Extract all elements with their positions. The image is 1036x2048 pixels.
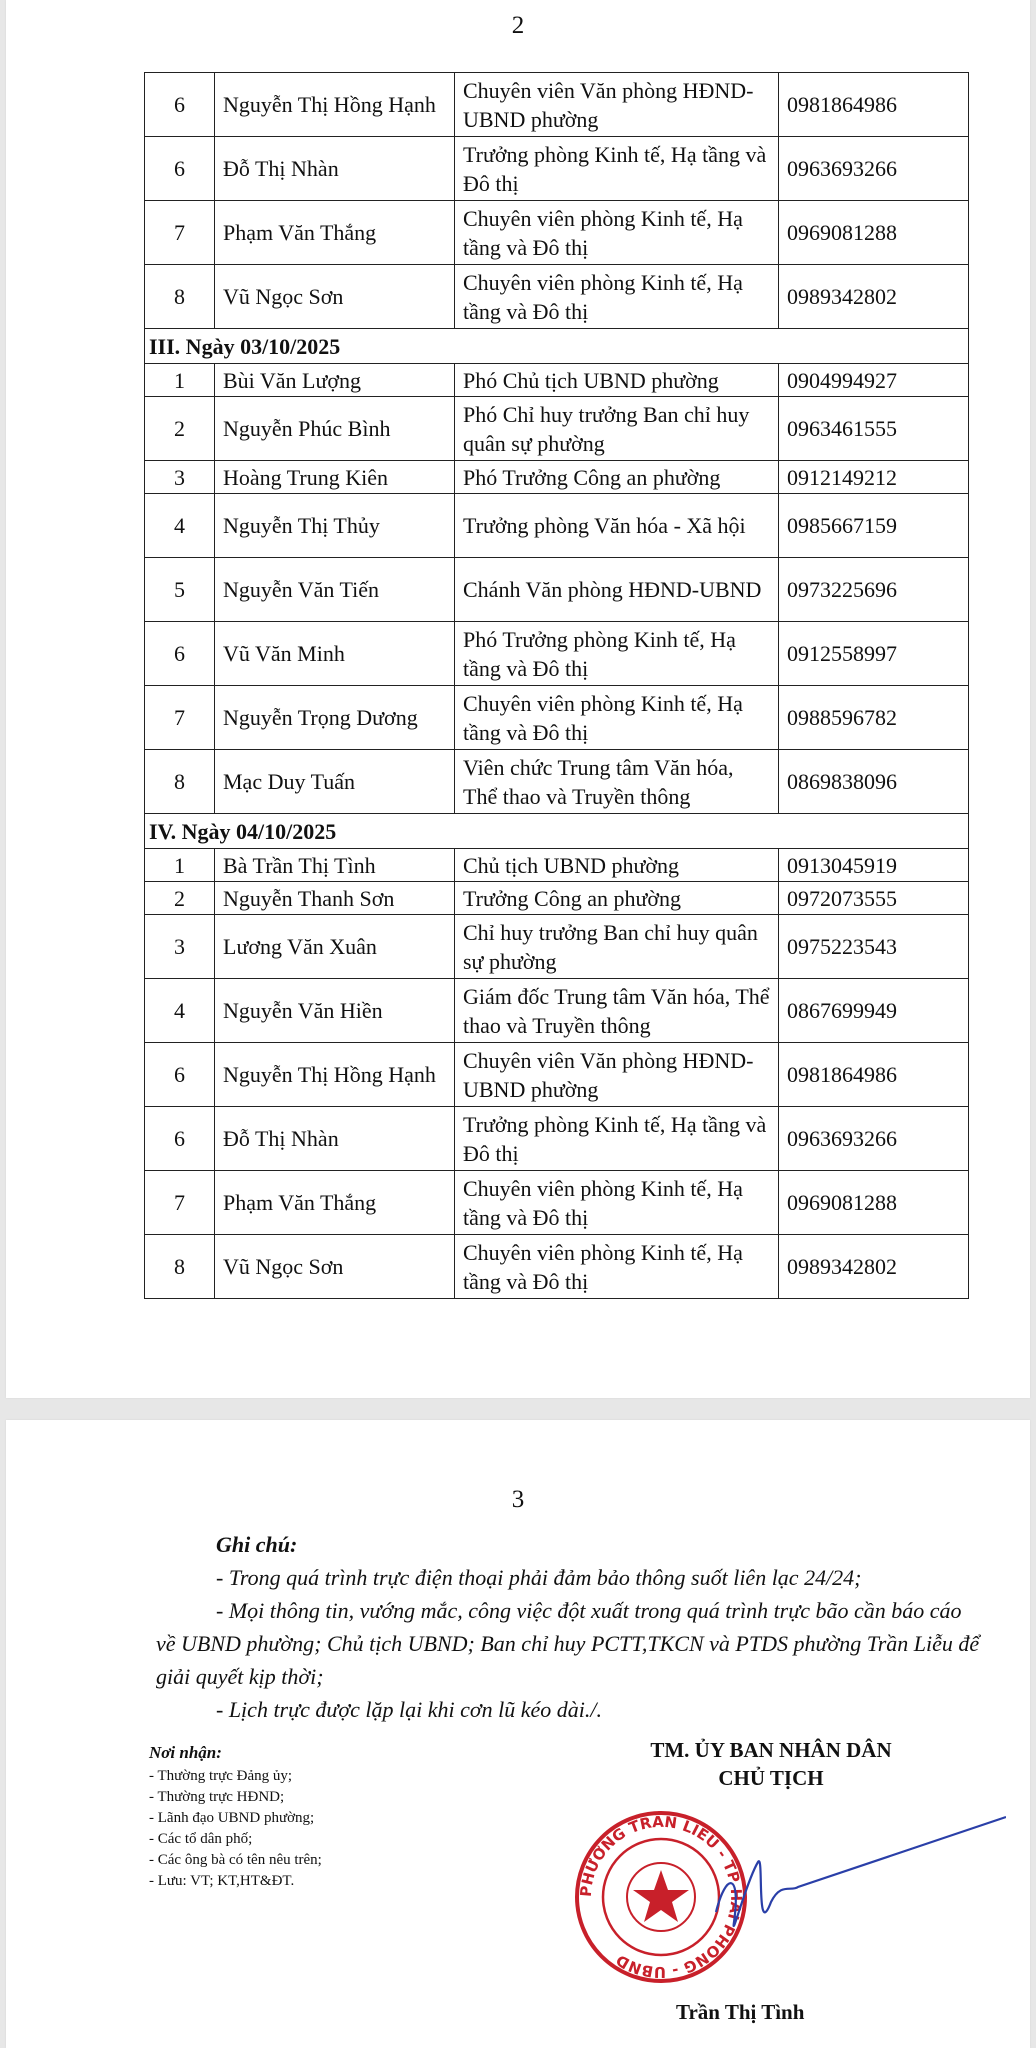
- stt-cell: 7: [145, 686, 215, 750]
- position-cell: Phó Trưởng phòng Kinh tế, Hạ tầng và Đô thị: [455, 622, 779, 686]
- phone-cell: 0969081288: [779, 201, 969, 265]
- name-cell: Nguyễn Văn Hiền: [215, 979, 455, 1043]
- phone-cell: 0985667159: [779, 494, 969, 558]
- recipient-item: - Các ông bà có tên nêu trên;: [149, 1852, 322, 1868]
- name-cell: Nguyễn Trọng Dương: [215, 686, 455, 750]
- phone-cell: 0973225696: [779, 558, 969, 622]
- name-cell: Phạm Văn Thắng: [215, 1171, 455, 1235]
- position-cell: Chánh Văn phòng HĐND-UBND: [455, 558, 779, 622]
- stt-cell: 4: [145, 494, 215, 558]
- name-cell: Nguyễn Thị Hồng Hạnh: [215, 1043, 455, 1107]
- table-row: [145, 1107, 969, 1171]
- section-label: III. Ngày 03/10/2025: [145, 329, 969, 364]
- table-row: [145, 750, 969, 814]
- table-row: [145, 1043, 969, 1107]
- signer-name: Trần Thị Tình: [676, 2000, 805, 2024]
- name-cell: Nguyễn Thị Thủy: [215, 494, 455, 558]
- table-row: [145, 622, 969, 686]
- name-cell: Phạm Văn Thắng: [215, 201, 455, 265]
- name-cell: Bà Trần Thị Tình: [215, 849, 455, 882]
- position-cell: Chuyên viên phòng Kinh tế, Hạ tầng và Đô thị: [455, 1235, 779, 1299]
- name-cell: Nguyễn Văn Tiến: [215, 558, 455, 622]
- position-cell: Chủ tịch UBND phường: [455, 849, 779, 882]
- stt-cell: 6: [145, 1043, 215, 1107]
- page-number: 3: [511, 1486, 525, 1513]
- stt-cell: 6: [145, 137, 215, 201]
- name-cell: Nguyễn Thị Hồng Hạnh: [215, 73, 455, 137]
- note-line: - Trong quá trình trực điện thoại phải đảm bảo thông suốt liên lạc 24/24;: [216, 1565, 862, 1590]
- phone-cell: 0867699949: [779, 979, 969, 1043]
- phone-cell: 0981864986: [779, 73, 969, 137]
- signature-title: CHỦ TỊCH: [718, 1766, 824, 1790]
- signature-block: [606, 1736, 936, 1792]
- position-cell: Viên chức Trung tâm Văn hóa, Thể thao và Truyền thông: [455, 750, 779, 814]
- name-cell: Nguyễn Phúc Bình: [215, 397, 455, 461]
- table-row: [145, 201, 969, 265]
- name-cell: Lương Văn Xuân: [215, 915, 455, 979]
- table-row: [145, 1171, 969, 1235]
- stt-cell: 3: [145, 915, 215, 979]
- table-row: [145, 979, 969, 1043]
- document-page-3: [6, 1420, 1030, 2048]
- recipient-item: - Lãnh đạo UBND phường;: [149, 1810, 315, 1826]
- position-cell: Trưởng phòng Văn hóa - Xã hội: [455, 494, 779, 558]
- recipient-item: - Thường trực Đảng ủy;: [149, 1768, 293, 1784]
- stt-cell: 3: [145, 461, 215, 494]
- phone-cell: 0912149212: [779, 461, 969, 494]
- phone-cell: 0989342802: [779, 265, 969, 329]
- position-cell: Chuyên viên phòng Kinh tế, Hạ tầng và Đô thị: [455, 686, 779, 750]
- phone-cell: 0988596782: [779, 686, 969, 750]
- name-cell: Đỗ Thị Nhàn: [215, 137, 455, 201]
- phone-cell: 0912558997: [779, 622, 969, 686]
- position-cell: Chuyên viên phòng Kinh tế, Hạ tầng và Đô thị: [455, 201, 779, 265]
- phone-cell: 0989342802: [779, 1235, 969, 1299]
- position-cell: Phó Trưởng Công an phường: [455, 461, 779, 494]
- position-cell: Phó Chủ tịch UBND phường: [455, 364, 779, 397]
- notes-heading: Ghi chú:: [216, 1532, 298, 1557]
- official-seal-and-signature: [566, 1802, 1006, 1992]
- recipients-section: [149, 1740, 322, 1892]
- table-row: [145, 494, 969, 558]
- phone-cell: 0963693266: [779, 1107, 969, 1171]
- name-cell: Nguyễn Thanh Sơn: [215, 882, 455, 915]
- position-cell: Trưởng phòng Kinh tế, Hạ tầng và Đô thị: [455, 1107, 779, 1171]
- handwritten-signature: [716, 1817, 1006, 1926]
- signature-org-line: TM. ỦY BAN NHÂN DÂN: [650, 1738, 892, 1762]
- name-cell: Đỗ Thị Nhàn: [215, 1107, 455, 1171]
- table-row: [145, 1235, 969, 1299]
- note-line: - Lịch trực được lặp lại khi cơn lũ kéo dài./.: [216, 1697, 602, 1722]
- seal-text: PHƯỜNG TRẦN LIỄU - TP HẢI PHÒNG - UBND: [576, 1812, 746, 1982]
- stt-cell: 2: [145, 397, 215, 461]
- section-header-row: [145, 814, 969, 849]
- table-row: [145, 364, 969, 397]
- stt-cell: 1: [145, 849, 215, 882]
- name-cell: Hoàng Trung Kiên: [215, 461, 455, 494]
- phone-cell: 0981864986: [779, 1043, 969, 1107]
- notes-section: [156, 1528, 986, 1726]
- phone-cell: 0963693266: [779, 137, 969, 201]
- position-cell: Chỉ huy trưởng Ban chỉ huy quân sự phường: [455, 915, 779, 979]
- recipient-item: - Các tổ dân phố;: [149, 1831, 253, 1847]
- table-row: [145, 849, 969, 882]
- position-cell: Phó Chỉ huy trưởng Ban chỉ huy quân sự phường: [455, 397, 779, 461]
- stt-cell: 6: [145, 622, 215, 686]
- table-row: [145, 882, 969, 915]
- stt-cell: 7: [145, 1171, 215, 1235]
- stt-cell: 2: [145, 882, 215, 915]
- section-label: IV. Ngày 04/10/2025: [145, 814, 969, 849]
- recipient-item: - Thường trực HĐND;: [149, 1789, 285, 1805]
- name-cell: Bùi Văn Lượng: [215, 364, 455, 397]
- document-page-2: [6, 0, 1030, 1398]
- table-row: [145, 686, 969, 750]
- stt-cell: 6: [145, 73, 215, 137]
- stt-cell: 8: [145, 265, 215, 329]
- table-row: [145, 137, 969, 201]
- name-cell: Vũ Văn Minh: [215, 622, 455, 686]
- name-cell: Mạc Duy Tuấn: [215, 750, 455, 814]
- table-row: [145, 397, 969, 461]
- stt-cell: 6: [145, 1107, 215, 1171]
- phone-cell: 0963461555: [779, 397, 969, 461]
- phone-cell: 0969081288: [779, 1171, 969, 1235]
- stt-cell: 7: [145, 201, 215, 265]
- position-cell: Trưởng phòng Kinh tế, Hạ tầng và Đô thị: [455, 137, 779, 201]
- stt-cell: 1: [145, 364, 215, 397]
- position-cell: Chuyên viên Văn phòng HĐND-UBND phường: [455, 73, 779, 137]
- position-cell: Chuyên viên phòng Kinh tế, Hạ tầng và Đô thị: [455, 265, 779, 329]
- section-header-row: [145, 329, 969, 364]
- note-line: - Mọi thông tin, vướng mắc, công việc đột xuất trong quá trình trực bão cần báo cáo về UBND phường; Chủ tịch UBND; Ban chỉ huy PCTT,TKCN và PTDS phường Trần Liễu để giải quyết kịp thời;: [156, 1598, 980, 1689]
- page-number: 2: [511, 12, 525, 39]
- recipients-heading: Nơi nhận:: [149, 1743, 222, 1762]
- table-row: [145, 558, 969, 622]
- position-cell: Trưởng Công an phường: [455, 882, 779, 915]
- stt-cell: 8: [145, 750, 215, 814]
- table-row: [145, 915, 969, 979]
- table-row: [145, 461, 969, 494]
- duty-schedule-table: [144, 72, 969, 1299]
- table-row: [145, 265, 969, 329]
- recipient-item: - Lưu: VT; KT,HT&ĐT.: [149, 1873, 295, 1889]
- table-row: [145, 73, 969, 137]
- phone-cell: 0869838096: [779, 750, 969, 814]
- stt-cell: 4: [145, 979, 215, 1043]
- position-cell: Chuyên viên Văn phòng HĐND-UBND phường: [455, 1043, 779, 1107]
- position-cell: Chuyên viên phòng Kinh tế, Hạ tầng và Đô thị: [455, 1171, 779, 1235]
- position-cell: Giám đốc Trung tâm Văn hóa, Thể thao và Truyền thông: [455, 979, 779, 1043]
- phone-cell: 0913045919: [779, 849, 969, 882]
- stt-cell: 5: [145, 558, 215, 622]
- stt-cell: 8: [145, 1235, 215, 1299]
- phone-cell: 0972073555: [779, 882, 969, 915]
- phone-cell: 0904994927: [779, 364, 969, 397]
- name-cell: Vũ Ngọc Sơn: [215, 265, 455, 329]
- name-cell: Vũ Ngọc Sơn: [215, 1235, 455, 1299]
- phone-cell: 0975223543: [779, 915, 969, 979]
